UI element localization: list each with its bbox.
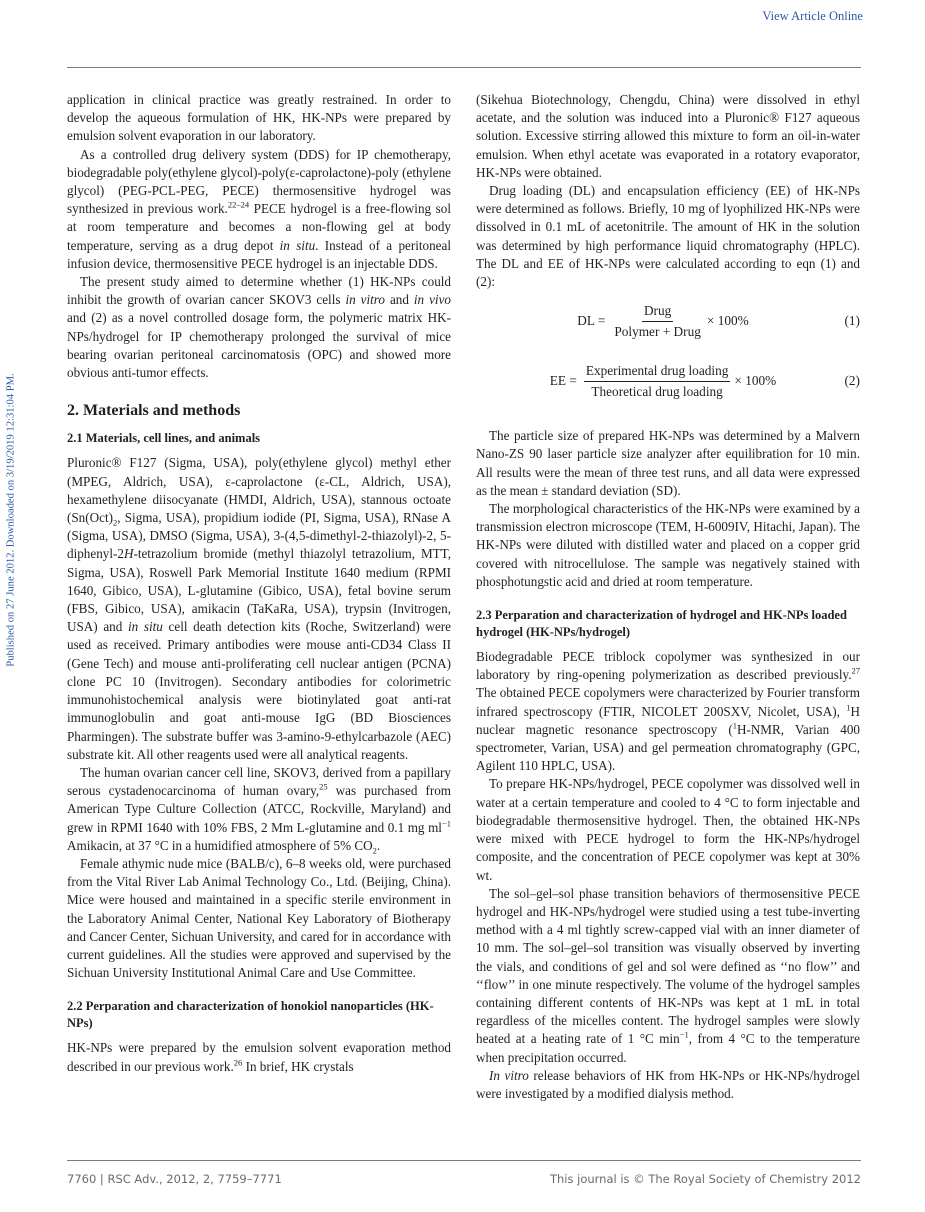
paragraph: In vitro release behaviors of HK from HK-NPs or HK-NPs/hydrogel were investigated by a modified dialysis method. (476, 1067, 861, 1101)
view-article-online-link[interactable]: View Article Online (762, 9, 863, 23)
paragraph: As a controlled drug delivery system (DDS) for IP chemotherapy, biodegradable poly(ethylene glycol)-poly(ε-caprolactone)-poly (ethylene glycol) (PEG-PCL-PEG, PECE) thermosensitive hydrogel was synthesized in previous work.$^{22-24}$ PECE hydrogel is a free-flowing sol at room temperature and becomes a non-flowing gel at body temperature, serving as a drug depot in situ. Instead of a peritoneal infusion device, thermosensitive PECE hydrogel is an injectable DDS. (67, 146, 452, 271)
paragraph: To prepare HK-NPs/hydrogel, PECE copolymer was dissolved well in water at a certain temperature and cooled to 4 °C to form injectable and biodegradable thermosensitive hydrogel. Then, the obtained HK-NPs were mixed with PECE hydrogel to form the HK-NPs/hydrogel composite, and the concentration of PECE copolymer was kept at 30% wt. (476, 776, 860, 883)
paragraph: (Sikehua Biotechnology, Chengdu, China) were dissolved in ethyl acetate, and the solution was induced into a Pluronic® F127 aqueous solution. Excessive stirring allowed this mixture to form an oil-in-water emulsion. When ethyl acetate was evaporated in a rotatory evaporator, HK-NPs were obtained. (476, 92, 860, 180)
equation-1: DL = $\frac{\text{Drug}}{\text{Polymer + Drug}}$ × 100% (1) (577, 302, 860, 339)
equation-2: EE = $\frac{\text{Experimental drug loading}}{\text{Theoretical drug loading}}$ × 100% (2) (549, 362, 860, 399)
equation-number: (1) (844, 313, 860, 329)
left-column (67, 91, 451, 1076)
paragraph: The morphological characteristics of the HK-NPs were examined by a transmission electron microscope (TEM, H-6009IV, Hitachi, Japan). The HK-NPs were diluted with distilled water and placed on a copper grid covered with nitrocellulose. The sample was negatively stained with phosphotungstic acid and dried at room temperature. (476, 501, 860, 589)
paragraph: The particle size of prepared HK-NPs was determined by a Malvern Nano-ZS 90 laser particle size analyzer after equilibration for 10 min. All results were the mean of three test runs, and all data were expressed as the mean ± standard deviation (SD). (476, 428, 860, 498)
header-rule (67, 67, 861, 68)
right-column (476, 91, 860, 1103)
paragraph: application in clinical practice was greatly restrained. In order to develop the aqueous formulation of HK, HK-NPs were prepared by emulsion solvent evaporation in our laboratory. (67, 92, 451, 144)
paragraph: The human ovarian cancer cell line, SKOV3, derived from a papillary serous cystadenocarcinoma of human ovary,$^{25}$ was purchased from American Type Culture Collection (ATCC, Rockville, Maryland) and grew in RPMI 1640 with 10% FBS, 2 Mm L-glutamine and 0.1 mg $ml^{-1}$ Amikacin, at 37 °C in a humidified atmosphere of 5% $CO_2$. (67, 764, 452, 856)
section-title: 2. Materials and methods (67, 402, 241, 420)
footer-copyright: This journal is © The Royal Society of Chemistry 2012 (549, 1172, 861, 1186)
footer-citation: 7760 | RSC Adv., 2012, 2, 7759–7771 (67, 1172, 282, 1186)
subsection-title: 2.3 Perparation and characterization of hydrogel and HK-NPs loaded hydrogel (HK-NPs/hydrogel) (476, 608, 847, 640)
subsection-title: 2.2 Perparation and characterization of honokiol nanoparticles (HK-NPs) (67, 999, 434, 1031)
published-note-text: Published on 27 June 2012. Downloaded on 3/19/2019 12:31:04 PM. (5, 373, 17, 667)
paragraph: Biodegradable PECE triblock copolymer was synthesized in our laboratory by ring-opening polymerization as described previously.$^{27}$ The obtained PECE copolymers were characterized by Fourier transform infrared spectroscopy (FTIR, NICOLET 200SXV, Nicolet, USA), $^1$H nuclear magnetic resonance spectroscopy ($^1$H-NMR, Varian 400 spectrometer, Varian, USA) and gel permeation chromatography (GPC, Agilent 110 HPLC, USA). (476, 649, 860, 774)
paragraph: The sol–gel–sol phase transition behaviors of thermosensitive PECE hydrogel and HK-NPs/hydrogel were studied using a test tube-inverting method with a 4 ml tightly screw-capped vial with an inner diameter of 10 mm. The sol–gel–sol transition was visually observed by inverting the vials, and conditions of gel and sol were defined as ‘‘no flow’’ and ‘‘flow’’ in one minute respectively. The volume of the hydrogel samples containing different contents of HK-NPs was kept at 1 mL in total regardless of the micelles content. The hydrogel samples were slowly heated at a heating rate of 1 °C $\min^{-1}$, from 4 °C to the temperature when precipitation occurred. (476, 885, 860, 1065)
paragraph: The present study aimed to determine whether (1) HK-NPs could inhibit the growth of ovarian cancer SKOV3 cells in vitro and in vivo and (2) as a novel controlled dosage form, the polymeric matrix HK-NPs/hydrogel for IP chemotherapy prolonged the survival of mice bearing ovarian peritoneal carcinomatosis (OPC) and showed more obvious anti-tumor effects. (67, 274, 451, 381)
subsection-title: 2.1 Materials, cell lines, and animals (67, 431, 261, 446)
published-note (4, 350, 18, 690)
paragraph: Drug loading (DL) and encapsulation efficiency (EE) of HK-NPs were determined as follows. Briefly, 10 mg of lyophilized HK-NPs were dissolved in 0.1 mL of acetonitrile. The amount of HK in the solution was determined by high performance liquid chromatography (HPLC). The DL and EE of HK-NPs were calculated according to eqn (1) and (2): (476, 183, 860, 290)
paragraph: Female athymic nude mice (BALB/c), 6–8 weeks old, were purchased from the Vital River Lab Animal Technology Co., Ltd. (Beijing, China). Mice were housed and maintained in a specific sterile environment in the Laboratory Animal Center, National Key Laboratory of Biotherapy and Cancer Center, Sichuan University, and cared for in accordance with current guidelines. All the studies were approved and supervised by the Sichuan University Institutional Animal Care and Use Committee. (67, 855, 451, 981)
equation-number: (2) (844, 373, 860, 389)
footer-rule (67, 1160, 861, 1161)
paragraph: Pluronic® F127 (Sigma, USA), poly(ethylene glycol) methyl ether (MPEG, Aldrich, USA), ε-caprolactone (ε-CL, Aldrich, USA), hexamethylene diisocyanate (HMDI, Aldrich, USA), stannous octoate ($Sn(Oct)_2$, Sigma, USA), propidium iodide (PI, Sigma, USA), RNase A (Sigma, USA), DMSO (Sigma, USA), 3-(4,5-dimethyl-2-thiazolyl)-2, 5-diphenyl-2H-tetrazolium bromide (methyl thiazolyl tetrazolium, MTT, Sigma, USA), Roswell Park Memorial Institute 1640 medium (RPMI 1640, Gibico, USA), L-glutamine (Gibico, USA), fetal bovine serum (FBS, Gibico, USA), amikacin (TaKaRa, USA), trypsin (Invitrogen, USA) and in situ cell death detection kits (Roche, Switzerland) were used as received. Primary antibodies were mouse anti-CD34 Class II (Gene Tech) and mouse anti-proliferating cell nuclear antigen (PCNA) clone PC 10 (Invitrogen). Secondary antibodies for colorimetric immunohistochemical analysis were biotinylated goat anti-rat immunoglobulin and goat anti-mouse IgG (BD Biosciences Pharmingen). The substrate buffer was 3-amino-9-ethylcarbazole (AEC) substrate kit. All other reagents used were all analytical reagents. (67, 455, 451, 762)
paragraph: HK-NPs were prepared by the emulsion solvent evaporation method described in our previous work.$^{26}$ In brief, HK crystals (67, 1040, 451, 1074)
